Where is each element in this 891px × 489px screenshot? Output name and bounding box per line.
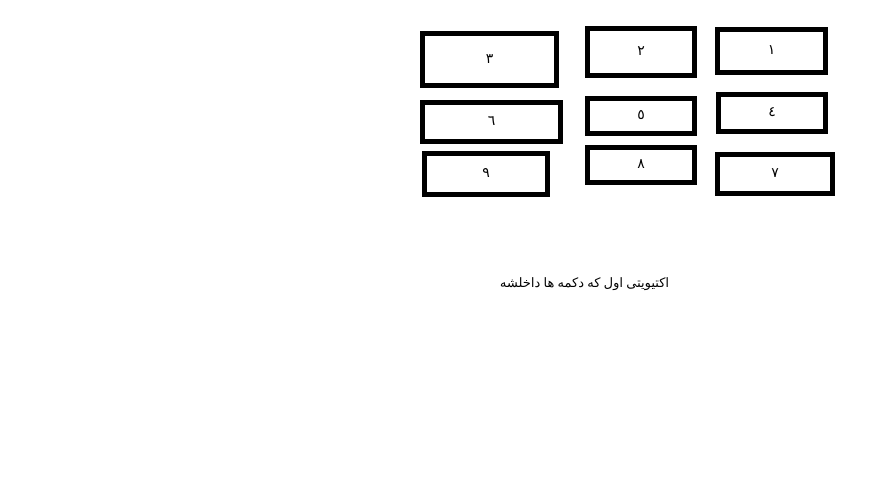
button-5-label: ٥ — [637, 108, 645, 123]
button-7[interactable] — [715, 152, 835, 196]
button-2-label: ٢ — [637, 44, 645, 59]
button-4[interactable] — [716, 92, 828, 134]
button-9[interactable] — [422, 151, 550, 197]
activity-caption: اکتیویتی اول که دکمه ها داخلشه — [499, 275, 669, 290]
button-9-label: ٩ — [482, 166, 490, 181]
button-7-label: ٧ — [771, 166, 779, 181]
button-6[interactable] — [420, 100, 563, 144]
button-4-label: ٤ — [768, 105, 776, 120]
button-1[interactable] — [715, 27, 828, 75]
button-1-label: ١ — [767, 43, 776, 58]
button-6-label: ٦ — [487, 114, 496, 129]
button-5[interactable] — [585, 96, 697, 136]
button-8[interactable] — [585, 145, 697, 185]
button-2[interactable] — [585, 26, 697, 78]
button-3[interactable] — [420, 31, 559, 88]
button-8-label: ٨ — [637, 157, 645, 172]
button-3-label: ٣ — [485, 51, 494, 67]
